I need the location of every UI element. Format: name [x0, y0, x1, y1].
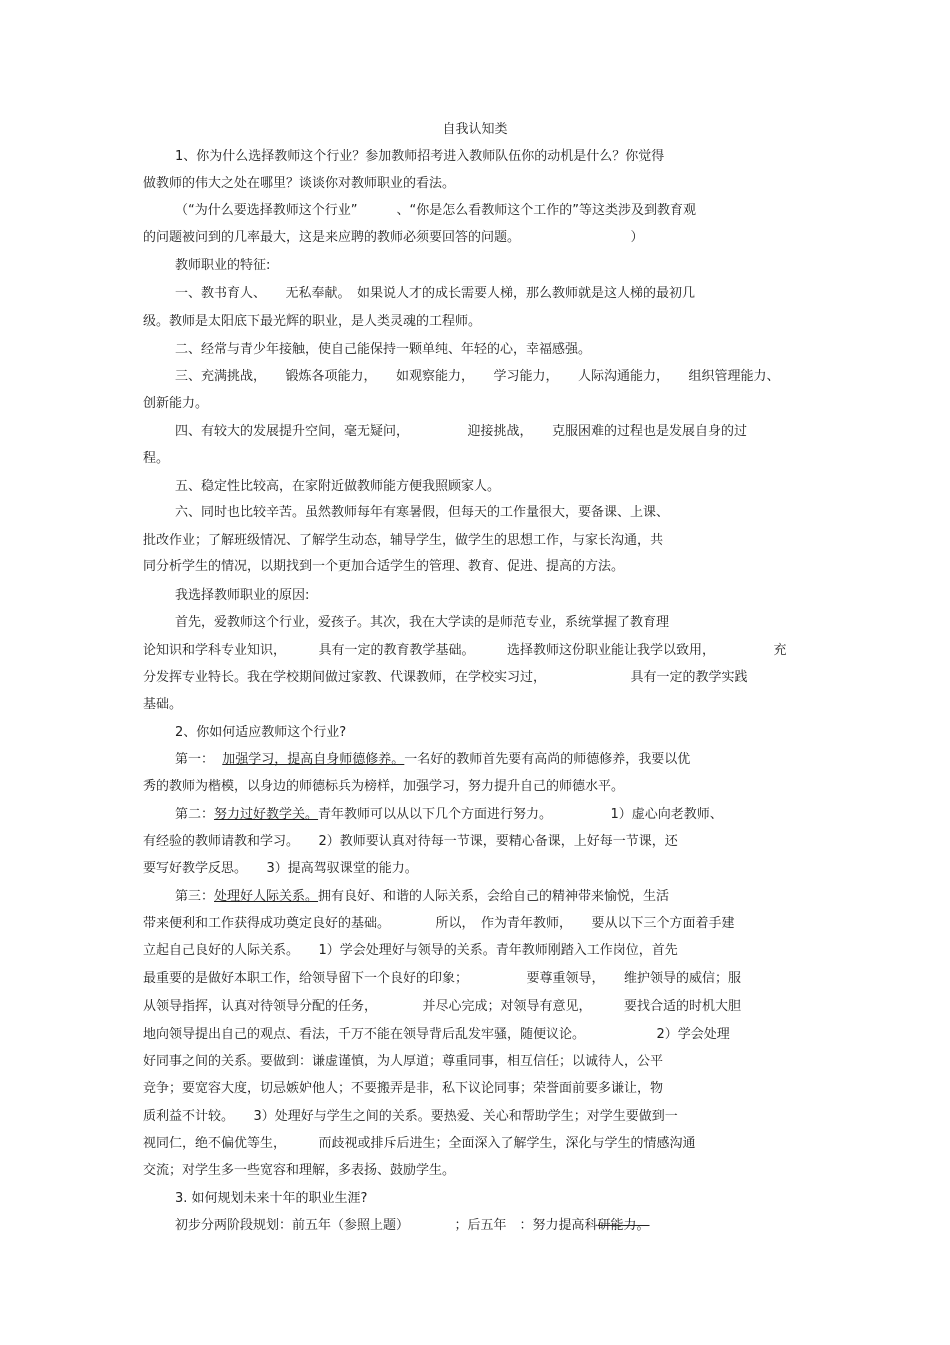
text-line: 带来便利和工作获得成功奠定良好的基础。 所以， 作为青年教师， 要从以下三个方面着手建 [143, 916, 735, 931]
text-line: 一、教书育人、 无私奉献。 如果说人才的成长需要人梯，那么教师就是这人梯的最初几 [175, 286, 696, 301]
point-label: 第三： [175, 889, 215, 904]
text-line: 竞争；要宽容大度，切忌嫉妒他人；不要搬弄是非，私下议论同事；荣誉面前要多谦让，物 [143, 1081, 664, 1096]
text-line [175, 750, 845, 770]
text-line: 要写好教学反思。 3）提高驾驭课堂的能力。 [143, 861, 418, 876]
underlined-heading: 努力过好教学关。 [214, 807, 319, 822]
struck-text: 研能力。 [597, 1218, 650, 1233]
text-line: 批改作业；了解班级情况、了解学生动态，辅导学生，做学生的思想工作，与家长沟通，共 [143, 533, 664, 548]
text-line: 好同事之间的关系。要做到：谦虚谨慎，为人厚道；尊重同事，相互信任；以诚待人，公平 [143, 1054, 664, 1069]
text-segment: 拥有良好、和谐的人际关系，会给自己的精神带来愉悦，生活 [318, 889, 670, 904]
text-line: 级。教师是太阳底下最光辉的职业，是人类灵魂的工程师。 [143, 314, 482, 329]
text-line: 分发挥专业特长。我在学校期间做过家教、代课教师，在学校实习过， 具有一定的教学实践 [143, 670, 748, 685]
text-segment: 青年教师可以从以下几个方面进行努力。 1）虚心向老教师、 [318, 807, 723, 822]
text-line: 三、充满挑战， 锻炼各项能力， 如观察能力， 学习能力， 人际沟通能力， 组织管理能力、 [175, 369, 780, 384]
point-label: 第二： [175, 807, 215, 822]
text-line: 首先，爱教师这个行业，爱孩子。其次，我在大学读的是师范专业，系统掌握了教育理 [175, 615, 670, 630]
question-3: 3. 如何规划未来十年的职业生涯? [175, 1191, 368, 1206]
text-line: 的问题被问到的几率最大，这是来应聘的教师必须要回答的问题。 ） [143, 230, 644, 245]
text-line: 地向领导提出自己的观点、看法，千万不能在领导背后乱发牢骚，随便议论。 2）学会处理 [143, 1027, 730, 1042]
text-line: 质利益不计较。 3）处理好与学生之间的关系。要热爱、关心和帮助学生；对学生要做到一 [143, 1109, 678, 1124]
text-line: 最重要的是做好本职工作，给领导留下一个良好的印象； 要尊重领导， 维护领导的威信；服 [143, 971, 742, 986]
text-segment: 一名好的教师首先要有高尚的师德修养，我要以优 [404, 752, 691, 767]
question-2: 2、你如何适应教师这个行业? [175, 725, 347, 740]
text-line: 立起自己良好的人际关系。 1）学会处理好与领导的关系。青年教师刚踏入工作岗位，首先 [143, 943, 678, 958]
text-line: 秀的教师为楷模，以身边的师德标兵为榜样，加强学习，努力提升自己的师德水平。 [143, 779, 625, 794]
text-line [175, 887, 845, 907]
document-title: 自我认知类 [442, 122, 508, 137]
question-1: 1、你为什么选择教师这个行业？参加教师招考进入教师队伍你的动机是什么？你觉得 [175, 149, 665, 164]
underlined-heading: 处理好人际关系。 [214, 889, 319, 904]
text-line: 交流；对学生多一些宽容和理解，多表扬、鼓励学生。 [143, 1163, 456, 1178]
text-line: 论知识和学科专业知识， 具有一定的教育教学基础。 选择教师这份职业能让我学以致用， 充 [143, 643, 787, 658]
text-line: 程。 [143, 451, 170, 466]
text-line: 做教师的伟大之处在哪里？谈谈你对教师职业的看法。 [143, 176, 456, 191]
text-line: 二、经常与青少年接触，使自己能保持一颗单纯、年轻的心，幸福感强。 [175, 342, 592, 357]
section-heading: 教师职业的特征: [175, 258, 271, 273]
text-line: 四、有较大的发展提升空间，毫无疑问， 迎接挑战， 克服困难的过程也是发展自身的过 [175, 424, 748, 439]
text-line [175, 1216, 845, 1236]
section-heading: 我选择教师职业的原因: [175, 588, 310, 603]
text-line: 有经验的教师请教和学习。 2）教师要认真对待每一节课，要精心备课，上好每一节课，还 [143, 834, 678, 849]
text-line: 五、稳定性比较高，在家附近做教师能方便我照顾家人。 [175, 479, 501, 494]
text-line: 视同仁，绝不偏优等生， 而歧视或排斥后进生；全面深入了解学生，深化与学生的情感沟通 [143, 1136, 696, 1151]
text-line [175, 805, 845, 825]
underlined-heading: 加强学习，提高自身师德修养。 [222, 752, 405, 767]
text-line: 创新能力。 [143, 396, 209, 411]
text-line: 基础。 [143, 697, 183, 712]
text-line: 同分析学生的情况，以期找到一个更加合适学生的管理、教育、促进、提高的方法。 [143, 559, 625, 574]
text-segment: 初步分两阶段规划：前五年（参照上题） ；后五年 ：努力提高科 [175, 1218, 598, 1233]
text-line: 从领导指挥，认真对待领导分配的任务， 并尽心完成；对领导有意见， 要找合适的时机大胆 [143, 999, 742, 1014]
point-label: 第一： [175, 752, 215, 767]
text-line: 六、同时也比较辛苦。虽然教师每年有寒暑假，但每天的工作量很大，要备课、上课、 [175, 505, 670, 520]
text-line: （“为什么要选择教师这个行业” 、“你是怎么看教师这个工作的”等这类涉及到教育观 [175, 203, 696, 218]
